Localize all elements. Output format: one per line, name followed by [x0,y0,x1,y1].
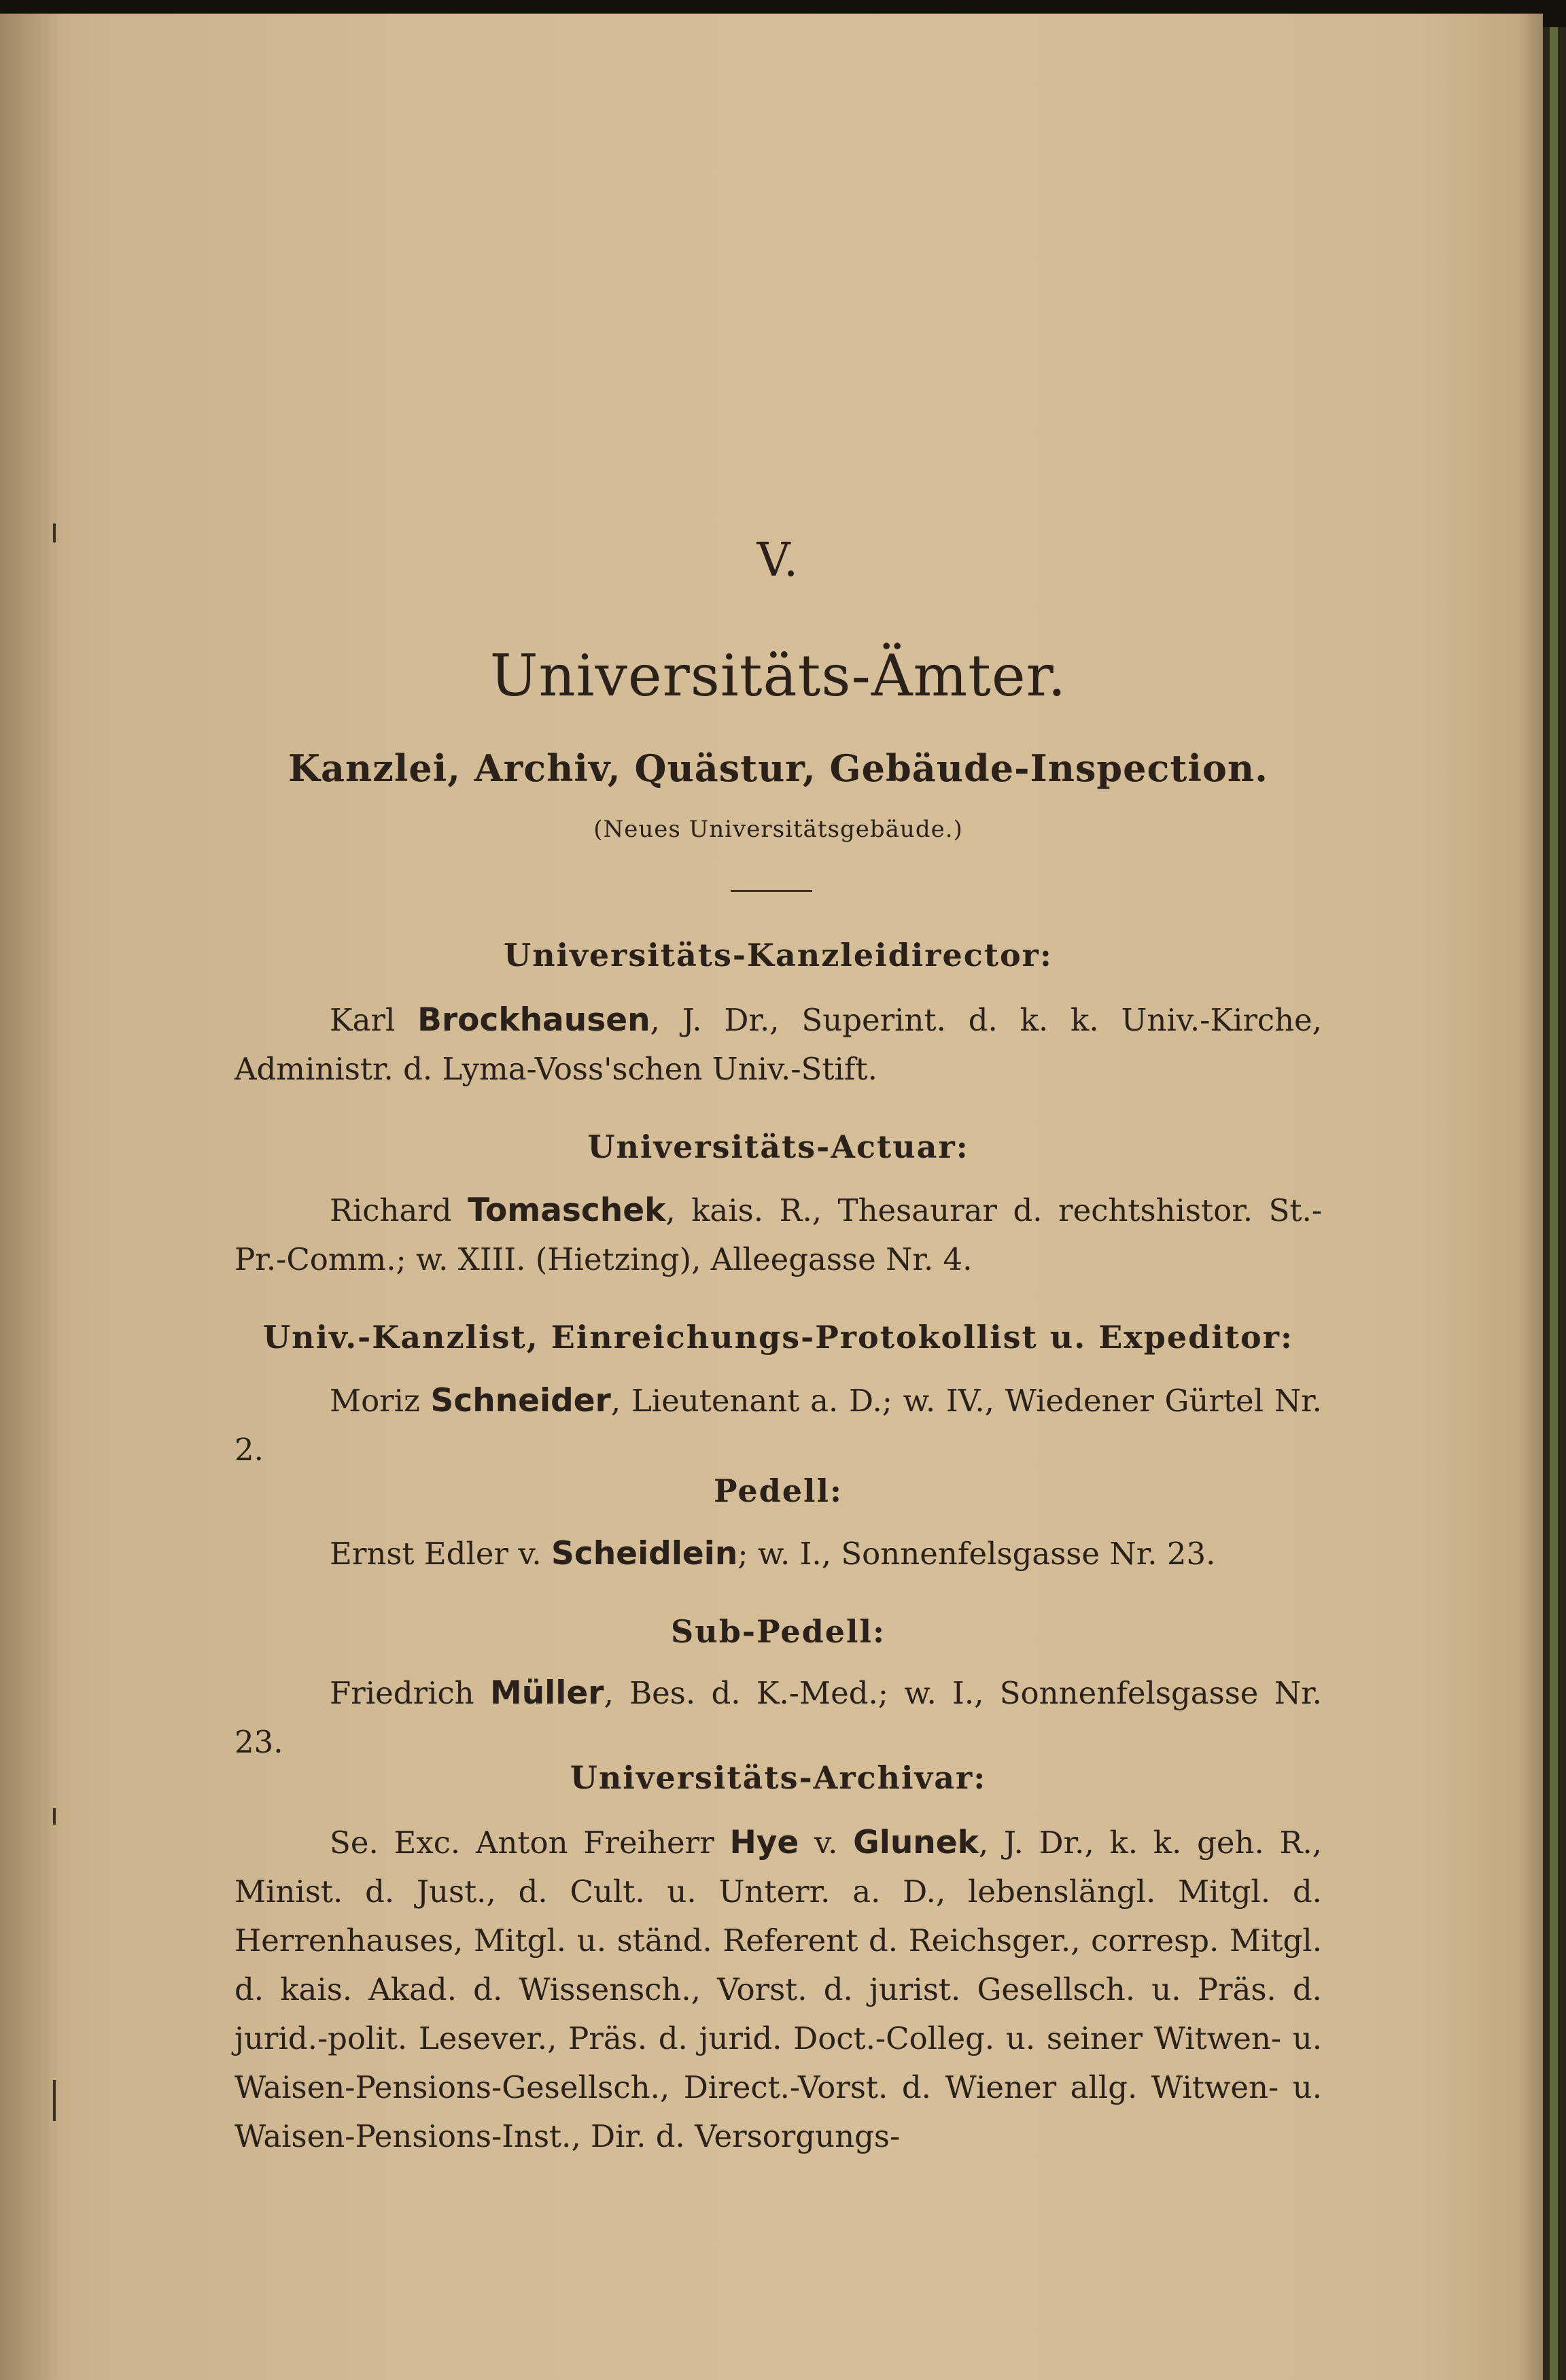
section-heading-kanzleidirector: Universitäts-Kanzleidirector: [504,937,1053,973]
surname: Glunek [853,1824,979,1861]
margin-mark [53,523,56,542]
section-heading-actuar: Universitäts-Actuar: [587,1128,969,1165]
section-heading-pedell: Pedell: [714,1472,843,1509]
section-heading-kanzlist: Univ.-Kanzlist, Einreichungs-Protokollist u. Expeditor: [263,1319,1293,1356]
page-fold-shadow [0,14,65,2380]
margin-mark [53,1808,56,1825]
entry-kanzleidirector: Karl Brockhausen, J. Dr., Superint. d. k. k. Univ.-Kirche, Administr. d. Lyma-Voss'schen Univ.-Stift. [234,1001,1322,1087]
margin-mark [53,2080,56,2121]
section-number: V. [756,534,800,587]
surname: Scheidlein [551,1535,738,1572]
page-edge-shadow [1518,14,1543,2380]
adjacent-page-edge [1543,27,1566,2380]
surname: Schneider [430,1382,611,1419]
location-note: (Neues Universitätsgebäude.) [593,816,963,843]
surname: Hye [729,1824,799,1861]
entry-pedell: Ernst Edler v. Scheidlein; w. I., Sonnenfelsgasse Nr. 23. [330,1535,1216,1572]
entry-sub-pedell: Friedrich Müller, Bes. d. K.-Med.; w. I., Sonnenfelsgasse Nr. 23. [234,1674,1322,1760]
section-heading-sub-pedell: Sub-Pedell: [671,1613,886,1650]
entry-actuar: Richard Tomaschek, kais. R., Thesaurar d. rechtshistor. St.-Pr.-Comm.; w. XIII. (Hietzing), Alleegasse Nr. 4. [234,1192,1323,1277]
bookmark-strip [1550,27,1558,2380]
divider-rule [731,890,812,892]
surname: Tomaschek [468,1192,666,1229]
page-title: Universitäts-Ämter. [489,642,1067,709]
book-page [0,14,1543,2380]
page-subtitle: Kanzlei, Archiv, Quästur, Gebäude-Inspection. [288,746,1268,790]
section-heading-archivar: Universitäts-Archivar: [570,1759,987,1796]
surname: Brockhausen [417,1001,650,1039]
surname: Müller [489,1674,604,1712]
entry-kanzlist: Moriz Schneider, Lieutenant a. D.; w. IV., Wiedener Gürtel Nr. 2. [234,1382,1322,1468]
entry-archivar: Se. Exc. Anton Freiherr Hye v. Glunek, J. Dr., k. k. geh. R., Minist. d. Just., d. Cult. u. Unterr. a. D., lebenslängl. Mitgl. d. Herrenhauses, Mitgl. u. ständ. Referent d. Reichsger., corresp. Mitgl. d. kais. Akad. d. Wissensch., Vorst. d. jurist. Gesellsch. u. Präs. d. jurid.-polit. Lesever., Präs. d. jurid. Doct.-Colleg. u. seiner Witwen- u. Waisen-Pensions-Gesellsch., Direct.-Vorst. d. Wiener allg. Witwen- u. Waisen-Pensions-Inst., Dir. d. Versorgungs- [234,1824,1323,2154]
